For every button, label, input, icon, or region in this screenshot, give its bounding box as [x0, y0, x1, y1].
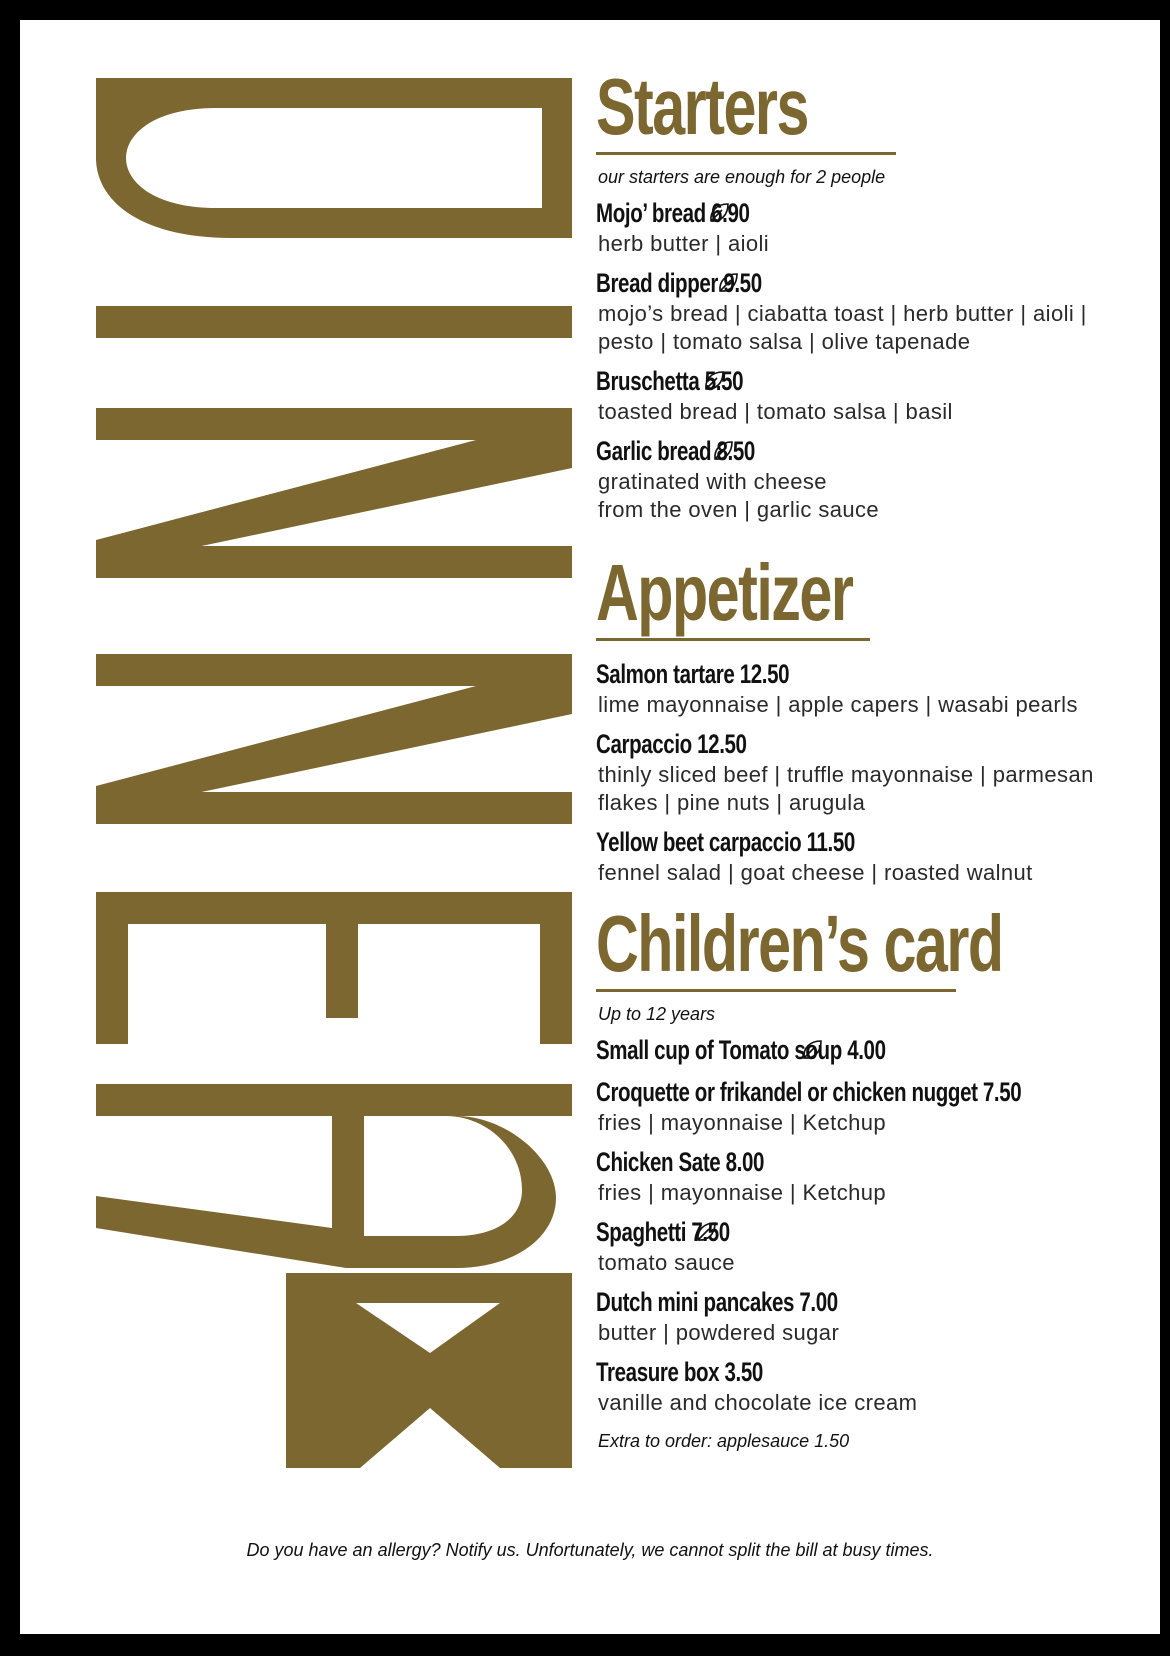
dinner-vertical-wordmark [96, 78, 596, 1542]
menu-item-heading [596, 1033, 1156, 1067]
letter-n1-top [96, 408, 572, 440]
menu-item-heading [596, 825, 1156, 859]
menu-item-heading [596, 727, 1156, 761]
letter-i-shape [96, 306, 572, 338]
menu-item-description: vanille and chocolate ice cream [598, 1390, 918, 1415]
menu-item-heading [596, 266, 1156, 300]
menu-item-name: Yellow beet carpaccio 11.50 [596, 827, 855, 857]
menu-item-name: Small cup of Tomato soup 4.00 [596, 1035, 886, 1065]
menu-item-name: Dutch mini pancakes 7.00 [596, 1287, 838, 1317]
m-logo-icon [286, 1273, 572, 1468]
menu-item-description: gratinated with cheese [598, 469, 827, 494]
letter-n1-diag [96, 440, 572, 548]
starters-note: our starters are enough for 2 people [598, 167, 886, 187]
appetizer-title: Appetizer [596, 548, 853, 637]
menu-item [596, 1215, 1156, 1277]
menu-item-description: thinly sliced beef | truffle mayonnaise | parmesan [598, 762, 1094, 787]
menu-item [596, 1285, 1156, 1347]
menu-item-description: fries | mayonnaise | Ketchup [598, 1180, 886, 1205]
letter-d-shape [96, 78, 572, 238]
menu-item [596, 1355, 1156, 1417]
menu-item [596, 657, 1156, 719]
appetizer-section [596, 550, 1156, 887]
menu-item-name: Salmon tartare 12.50 [596, 659, 790, 689]
menu-item-description: lime mayonnaise | apple capers | wasabi pearls [598, 692, 1078, 717]
menu-item-description: butter | powdered sugar [598, 1320, 840, 1345]
menu-item-heading [596, 1285, 1156, 1319]
starters-list [596, 196, 1156, 524]
letter-n1-bottom [96, 546, 572, 578]
menu-item-name: Bruschetta 5.50 [596, 366, 744, 396]
children-note: Up to 12 years [598, 1004, 716, 1024]
menu-item [596, 364, 1156, 426]
menu-item-heading [596, 1215, 1156, 1249]
menu-item-name: Croquette or frikandel or chicken nugget 7.50 [596, 1077, 1022, 1107]
menu-item [596, 1145, 1156, 1207]
menu-item-name: Garlic bread 8.50 [596, 436, 755, 466]
starters-section [596, 64, 1156, 524]
menu-item-name: Treasure box 3.50 [596, 1357, 763, 1387]
menu-item-name: Carpaccio 12.50 [596, 729, 747, 759]
letter-r-shape [96, 1084, 572, 1268]
children-title: Children’s card [596, 899, 1003, 988]
menu-item [596, 266, 1156, 356]
menu-item [596, 1033, 1156, 1067]
menu-item [596, 1075, 1156, 1137]
menu-item-description: pesto | tomato salsa | olive tapenade [598, 329, 971, 354]
appetizer-list [596, 657, 1156, 887]
letter-e-spine [96, 892, 572, 924]
letter-e-arm-right [540, 924, 572, 1044]
letter-n2-diag [96, 686, 572, 794]
letter-e-arm-mid [326, 924, 358, 1018]
menu-page [20, 20, 1160, 1634]
letter-n2-bottom [96, 792, 572, 824]
menu-item [596, 196, 1156, 258]
menu-item-heading [596, 434, 1156, 468]
menu-item-heading [596, 1355, 1156, 1389]
children-list [596, 1033, 1156, 1417]
menu-item [596, 825, 1156, 887]
appetizer-title-rule [596, 638, 870, 641]
menu-item-name: Mojo’ bread 6.90 [596, 198, 750, 228]
menu-item-description: from the oven | garlic sauce [598, 497, 880, 522]
menu-item-description: flakes | pine nuts | arugula [598, 790, 866, 815]
letter-n2-top [96, 654, 572, 686]
menu-item-description: tomato sauce [598, 1250, 735, 1275]
menu-item-name: Spaghetti 7.50 [596, 1217, 730, 1247]
starters-title: Starters [596, 62, 808, 151]
menu-item-heading [596, 1145, 1156, 1179]
menu-item-description: fries | mayonnaise | Ketchup [598, 1110, 886, 1135]
menu-item-heading [596, 1075, 1156, 1109]
menu-item-heading [596, 196, 1156, 230]
menu-item [596, 434, 1156, 524]
menu-column [596, 64, 1156, 1452]
menu-item-heading [596, 657, 1156, 691]
menu-item-description: fennel salad | goat cheese | roasted walnut [598, 860, 1033, 885]
menu-item-name: Chicken Sate 8.00 [596, 1147, 765, 1177]
letter-e-arm-left [96, 924, 128, 1044]
children-extra-note: Extra to order: applesauce 1.50 [598, 1431, 850, 1451]
menu-item-heading [596, 364, 1156, 398]
menu-item-description: mojo’s bread | ciabatta toast | herb butter | aioli | [598, 301, 1087, 326]
children-title-rule [596, 989, 956, 992]
menu-item-description: herb butter | aioli [598, 231, 770, 256]
menu-item [596, 727, 1156, 817]
menu-item-name: Bread dipper 9.50 [596, 268, 762, 298]
starters-title-rule [596, 152, 896, 155]
menu-item-description: toasted bread | tomato salsa | basil [598, 399, 953, 424]
footer-note: Do you have an allergy? Notify us. Unfortunately, we cannot split the bill at busy times. [246, 1540, 934, 1560]
children-section [596, 901, 1156, 1452]
